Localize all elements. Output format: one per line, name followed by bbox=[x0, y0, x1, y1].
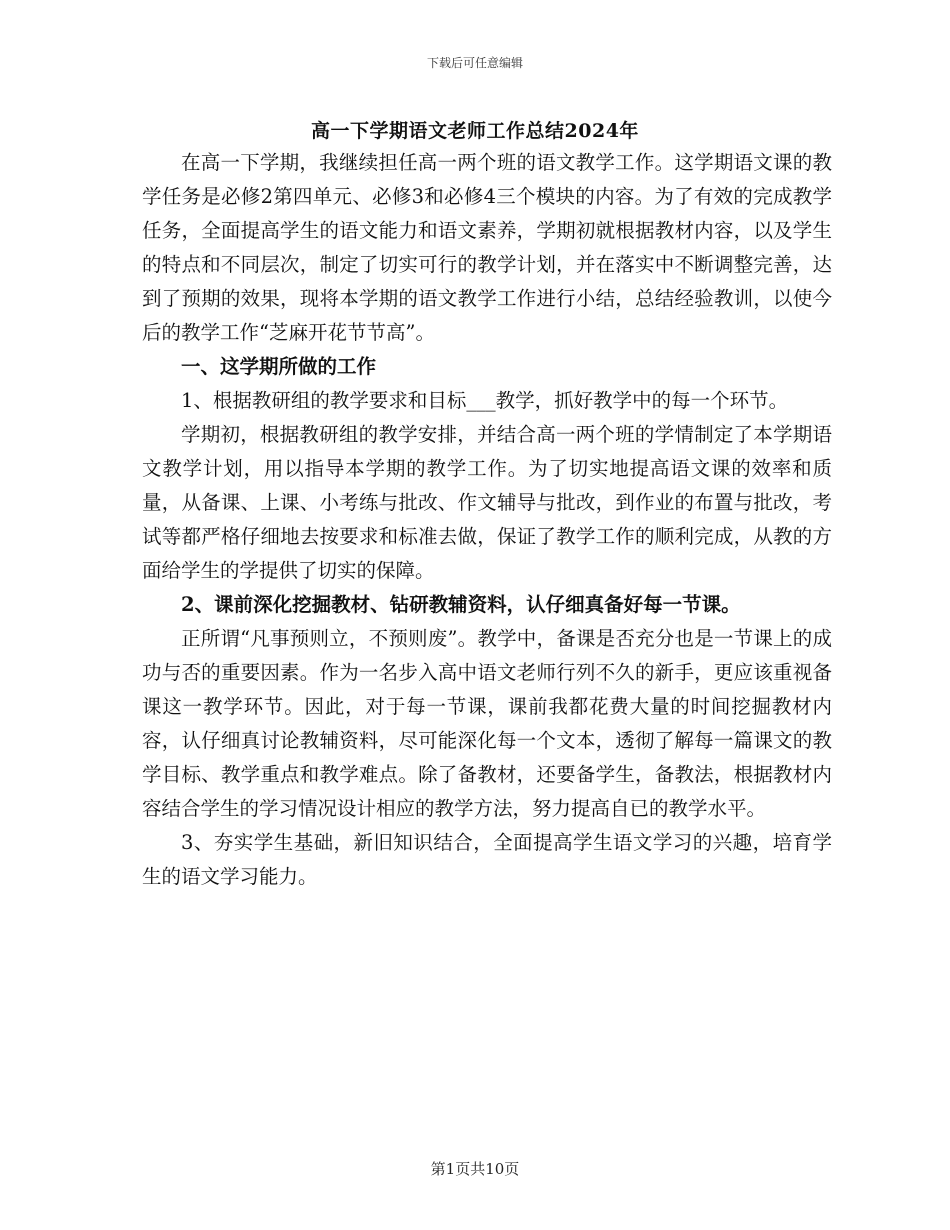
section-heading-work-done: 一、这学期所做的工作 bbox=[181, 355, 377, 378]
page-header-note: 下载后可任意编辑 bbox=[426, 56, 523, 70]
point-2-heading: 2、课前深化挖掘教材、钻研教辅资料，认仔细真备好每一节课。 bbox=[181, 593, 741, 616]
document-body bbox=[142, 146, 832, 894]
point-1-paragraph: 1、根据教研组的教学要求和目标___教学，抓好教学中的每一个环节。 bbox=[181, 389, 789, 412]
point-2-detail-paragraph: 正所谓“凡事预则立，不预则废”。教学中，备课是否充分也是一节课上的成功与否的重要因素。作为一名步入高中语文老师行列不久的新手，更应该重视备课这一教学环节。因此，对于每一节课，课前我都花费大量的时间挖掘教材内容，认仔细真讨论教辅资料，尽可能深化每一个文本，透彻了解每一篇课文的教学目标、教学重点和教学难点。除了备教材，还要备学生，备教法，根据教材内容结合学生的学习情况设计相应的教学方法，努力提高自已的教学水平。 bbox=[142, 627, 832, 820]
document-title: 高一下学期语文老师工作总结2024年 bbox=[311, 120, 639, 142]
page-number-footer: 第1页共10页 bbox=[430, 1160, 520, 1178]
point-1-detail-paragraph: 学期初，根据教研组的教学安排，并结合高一两个班的学情制定了本学期语文教学计划，用以指导本学期的教学工作。为了切实地提高语文课的效率和质量，从备课、上课、小考练与批改、作文辅导与批改，到作业的布置与批改，考试等都严格仔细地去按要求和标准去做，保证了教学工作的顺利完成，从教的方面给学生的学提供了切实的保障。 bbox=[142, 423, 832, 582]
point-3-paragraph: 3、夯实学生基础，新旧知识结合，全面提高学生语文学习的兴趣，培育学生的语文学习能力。 bbox=[142, 831, 832, 888]
intro-paragraph: 在高一下学期，我继续担任高一两个班的语文教学工作。这学期语文课的教学任务是必修2第四单元、必修3和必修4三个模块的内容。为了有效的完成教学任务，全面提高学生的语文能力和语文素养，学期初就根据教材内容，以及学生的特点和不同层次，制定了切实可行的教学计划，并在落实中不断调整完善，达到了预期的效果，现将本学期的语文教学工作进行小结，总结经验教训，以使今后的教学工作“芝麻开花节节高”。 bbox=[142, 151, 832, 344]
